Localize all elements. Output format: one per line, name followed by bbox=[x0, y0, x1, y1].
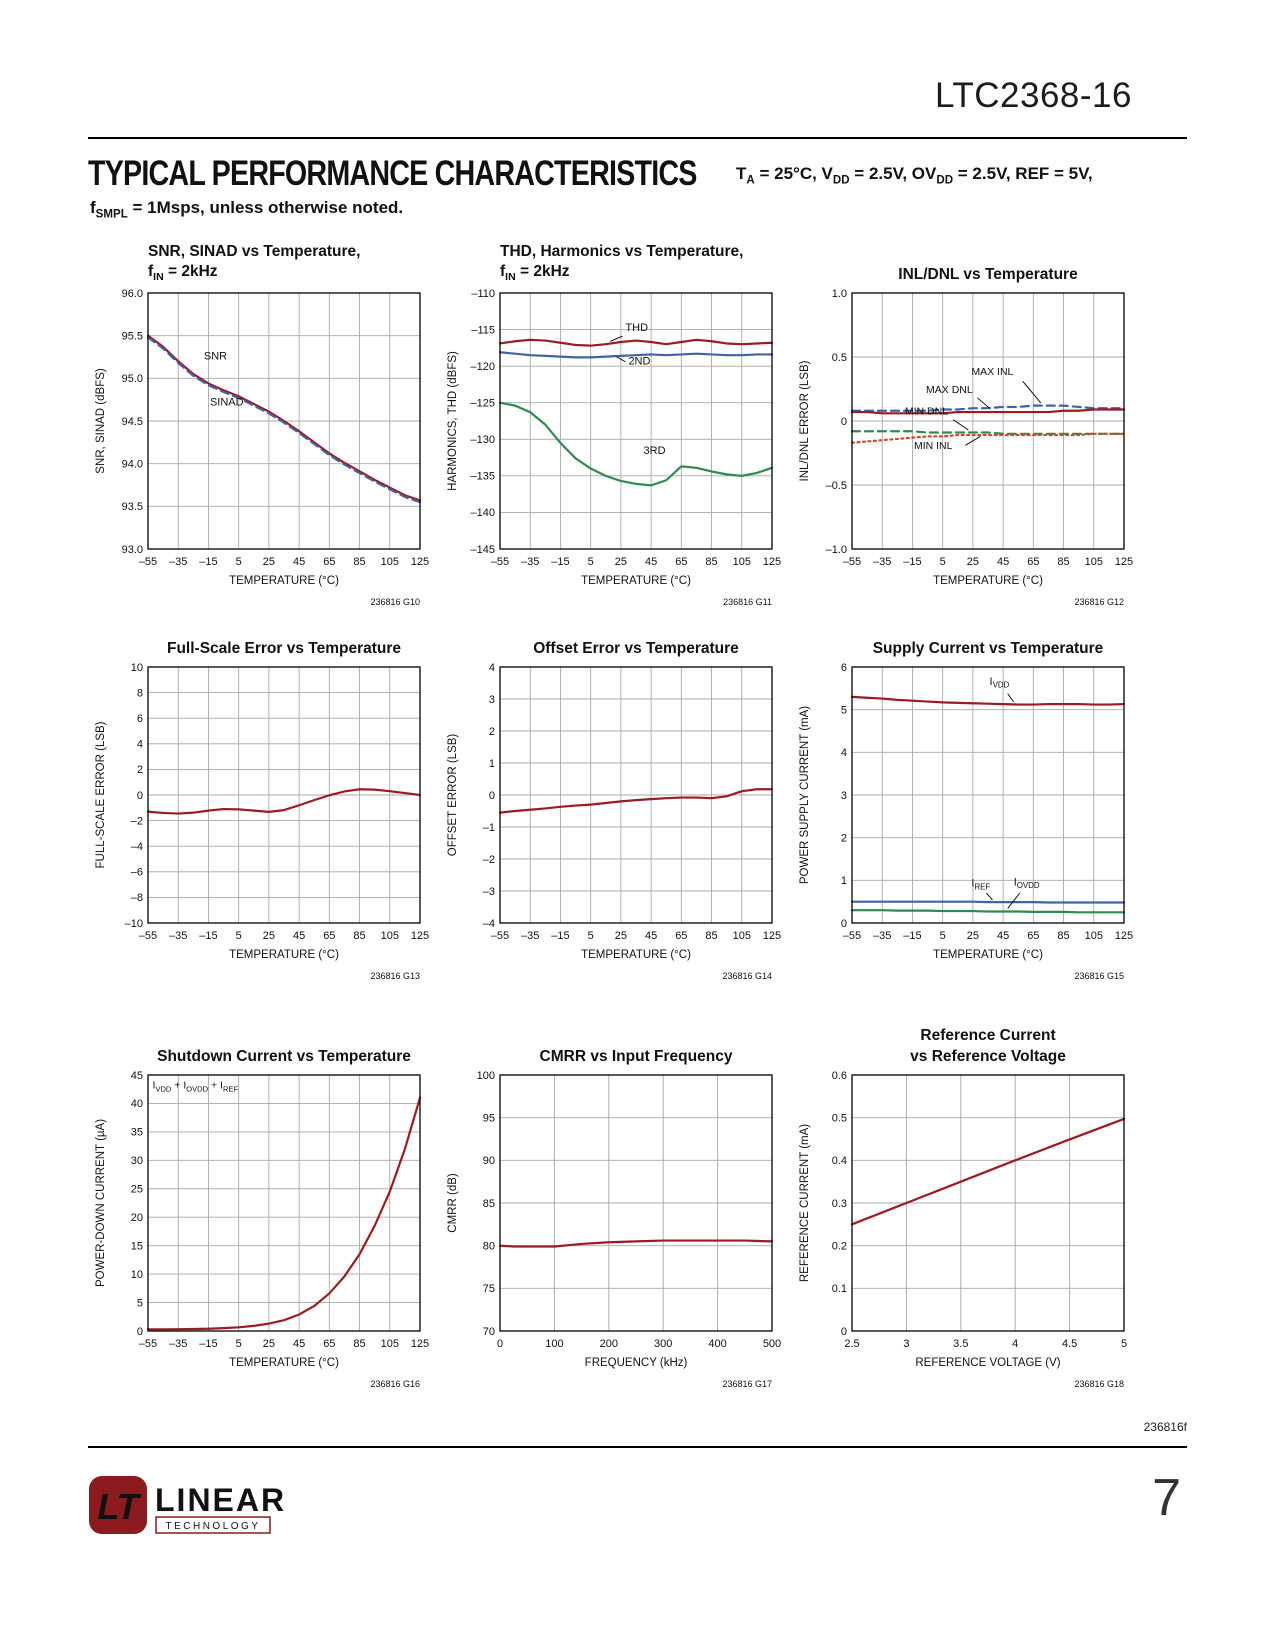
chart-cell-cmrr bbox=[444, 981, 796, 1389]
svg-text:4: 4 bbox=[1012, 1338, 1019, 1350]
supply-current-chart-svg bbox=[796, 659, 1146, 981]
svg-text:5: 5 bbox=[235, 1338, 242, 1350]
svg-text:–35: –35 bbox=[873, 930, 892, 942]
svg-text:–2: –2 bbox=[482, 853, 495, 866]
svg-text:–55: –55 bbox=[138, 930, 158, 942]
chart-cell-full-scale-error bbox=[92, 607, 444, 981]
svg-text:6: 6 bbox=[136, 713, 143, 725]
svg-text:–15: –15 bbox=[199, 930, 218, 942]
svg-text:INL/DNL ERROR (LSB): INL/DNL ERROR (LSB) bbox=[799, 360, 811, 482]
chart-title-supply-current: Supply Current vs Temperature bbox=[872, 639, 1104, 657]
svg-text:–15: –15 bbox=[199, 1338, 218, 1350]
svg-text:POWER-DOWN CURRENT (µA): POWER-DOWN CURRENT (µA) bbox=[95, 1118, 107, 1288]
svg-text:–55: –55 bbox=[138, 556, 158, 568]
svg-text:125: 125 bbox=[410, 556, 430, 568]
svg-text:FULL-SCALE ERROR (LSB): FULL-SCALE ERROR (LSB) bbox=[95, 721, 107, 869]
svg-text:–55: –55 bbox=[490, 930, 510, 942]
svg-text:5: 5 bbox=[939, 556, 946, 568]
svg-text:–55: –55 bbox=[842, 930, 862, 942]
svg-text:0.2: 0.2 bbox=[831, 1240, 847, 1253]
svg-text:IREF: $I_{REF}$ bbox=[971, 877, 991, 892]
lt-logo-svg bbox=[88, 1472, 288, 1540]
svg-text:25: 25 bbox=[614, 930, 628, 942]
svg-text:–120: –120 bbox=[470, 360, 495, 373]
charts-grid bbox=[92, 233, 1148, 1389]
svg-text:2.5: 2.5 bbox=[844, 1338, 860, 1350]
chart-title-offset-error: Offset Error vs Temperature bbox=[533, 639, 739, 657]
svg-text:105: 105 bbox=[732, 930, 751, 942]
svg-text:–6: –6 bbox=[130, 866, 143, 879]
chart-title-full-scale-error: Full-Scale Error vs Temperature bbox=[166, 639, 402, 657]
thd-harmonics-chart-svg bbox=[444, 285, 794, 607]
svg-text:85: 85 bbox=[353, 556, 366, 568]
svg-text:25: 25 bbox=[614, 556, 628, 568]
logo-linear-text: LINEAR bbox=[155, 1482, 287, 1518]
svg-text:105: 105 bbox=[380, 556, 399, 568]
offset-error-chart-svg bbox=[444, 659, 794, 981]
svg-text:HARMONICS, THD (dBFS): HARMONICS, THD (dBFS) bbox=[447, 351, 459, 491]
svg-text:236816 G18: 236816 G18 bbox=[1074, 1379, 1124, 1389]
svg-text:0: 0 bbox=[496, 1338, 504, 1350]
svg-text:2: 2 bbox=[136, 764, 143, 777]
svg-text:0: 0 bbox=[488, 789, 495, 802]
svg-text:–15: –15 bbox=[551, 556, 570, 568]
svg-text:300: 300 bbox=[654, 1338, 673, 1350]
chart-cell-offset-error bbox=[444, 607, 796, 981]
svg-text:125: 125 bbox=[410, 1338, 430, 1350]
svg-text:2: 2 bbox=[840, 832, 847, 845]
svg-text:25: 25 bbox=[966, 930, 980, 942]
svg-text:4: 4 bbox=[840, 747, 847, 760]
svg-text:236816 G12: 236816 G12 bbox=[1074, 597, 1124, 607]
svg-text:MIN DNL: MIN DNL bbox=[904, 405, 949, 418]
svg-text:1.0: 1.0 bbox=[831, 287, 847, 300]
svg-text:–0.5: –0.5 bbox=[825, 479, 847, 492]
svg-text:125: 125 bbox=[762, 556, 782, 568]
svg-text:45: 45 bbox=[292, 930, 306, 942]
svg-text:–1: –1 bbox=[482, 821, 495, 834]
svg-text:–130: –130 bbox=[470, 434, 495, 447]
inl-dnl-chart-svg bbox=[796, 285, 1146, 607]
section-title: TYPICAL PERFORMANCE CHARACTERISTICS bbox=[88, 154, 697, 193]
svg-text:25: 25 bbox=[966, 556, 980, 568]
svg-text:25: 25 bbox=[130, 1183, 143, 1196]
svg-text:93.5: 93.5 bbox=[121, 501, 143, 514]
chart-title-shutdown-current: Shutdown Current vs Temperature bbox=[157, 1047, 411, 1065]
test-conditions-line2: $f_{SMPL}$ = 1Msps, unless otherwise noted. bbox=[90, 198, 404, 221]
shutdown-current-chart-svg bbox=[92, 1067, 442, 1389]
svg-text:236816 G16: 236816 G16 bbox=[370, 1379, 420, 1389]
svg-text:1: 1 bbox=[488, 757, 495, 770]
svg-text:85: 85 bbox=[482, 1197, 495, 1210]
svg-text:0: 0 bbox=[840, 1325, 847, 1338]
svg-text:96.0: 96.0 bbox=[121, 287, 143, 300]
svg-text:TEMPERATURE (°C): TEMPERATURE (°C) bbox=[581, 949, 691, 961]
svg-text:10: 10 bbox=[130, 661, 143, 674]
svg-text:MAX DNL: MAX DNL bbox=[926, 383, 973, 396]
svg-text:95.0: 95.0 bbox=[121, 373, 143, 386]
cmrr-chart-svg bbox=[444, 1067, 794, 1389]
svg-text:80: 80 bbox=[482, 1240, 495, 1253]
svg-text:5: 5 bbox=[587, 930, 594, 942]
svg-text:–15: –15 bbox=[903, 930, 922, 942]
svg-text:5: 5 bbox=[939, 930, 946, 942]
svg-text:5: 5 bbox=[235, 930, 242, 942]
svg-text:200: 200 bbox=[599, 1338, 618, 1350]
svg-text:105: 105 bbox=[1084, 556, 1103, 568]
svg-text:85: 85 bbox=[1057, 556, 1070, 568]
svg-text:85: 85 bbox=[353, 930, 366, 942]
reference-current-chart bbox=[796, 1067, 1148, 1389]
svg-text:6: 6 bbox=[840, 661, 847, 674]
svg-text:40: 40 bbox=[130, 1098, 143, 1111]
doc-code: 236816f bbox=[1143, 1420, 1187, 1434]
svg-text:20: 20 bbox=[130, 1212, 143, 1225]
svg-text:–115: –115 bbox=[471, 324, 495, 337]
svg-text:–15: –15 bbox=[903, 556, 922, 568]
svg-text:OFFSET ERROR (LSB): OFFSET ERROR (LSB) bbox=[447, 733, 459, 857]
part-number: LTC2368-16 bbox=[935, 76, 1132, 115]
svg-text:5: 5 bbox=[840, 704, 847, 717]
chart-cell-inl-dnl bbox=[796, 233, 1148, 607]
linear-technology-logo bbox=[88, 1472, 288, 1545]
svg-text:5: 5 bbox=[587, 556, 594, 568]
svg-text:IVDD + IOVDD + IREF: $I_{VDD} + I_{OVDD} + I_{REF}$ bbox=[152, 1079, 239, 1094]
svg-text:–1.0: –1.0 bbox=[825, 543, 847, 556]
svg-text:105: 105 bbox=[380, 930, 399, 942]
svg-text:SNR, SINAD (dBFS): SNR, SINAD (dBFS) bbox=[95, 368, 107, 474]
svg-text:–15: –15 bbox=[199, 556, 218, 568]
svg-text:5: 5 bbox=[1120, 1338, 1128, 1350]
svg-text:2ND: 2ND bbox=[628, 355, 651, 368]
shutdown-current-chart bbox=[92, 1067, 444, 1389]
svg-text:SNR: SNR bbox=[203, 350, 228, 363]
svg-text:IOVDD: $I_{OVDD}$ bbox=[1013, 876, 1040, 891]
svg-text:45: 45 bbox=[996, 556, 1010, 568]
snr-sinad-chart-svg bbox=[92, 285, 442, 607]
svg-text:45: 45 bbox=[130, 1069, 143, 1082]
chart-cell-snr-sinad bbox=[92, 233, 444, 607]
svg-text:MAX INL: MAX INL bbox=[971, 365, 1014, 378]
svg-text:–55: –55 bbox=[138, 1338, 158, 1350]
svg-text:–35: –35 bbox=[169, 1338, 188, 1350]
svg-text:30: 30 bbox=[130, 1155, 143, 1168]
lt-emblem-monogram: LT bbox=[97, 1486, 139, 1527]
svg-text:94.5: 94.5 bbox=[121, 415, 143, 428]
svg-text:45: 45 bbox=[292, 556, 306, 568]
svg-text:–55: –55 bbox=[490, 556, 510, 568]
svg-text:100: 100 bbox=[476, 1069, 495, 1082]
svg-text:3: 3 bbox=[840, 789, 847, 802]
svg-text:236816 G10: 236816 G10 bbox=[370, 597, 420, 607]
svg-text:5: 5 bbox=[235, 556, 242, 568]
svg-text:93.0: 93.0 bbox=[121, 543, 143, 556]
chart-cell-shutdown-current bbox=[92, 981, 444, 1389]
svg-text:–35: –35 bbox=[521, 556, 540, 568]
chart-title-cmrr: CMRR vs Input Frequency bbox=[539, 1047, 733, 1065]
svg-text:TEMPERATURE (°C): TEMPERATURE (°C) bbox=[933, 575, 1043, 587]
svg-text:0: 0 bbox=[136, 789, 143, 802]
svg-text:0.1: 0.1 bbox=[831, 1283, 847, 1296]
svg-text:–4: –4 bbox=[482, 917, 495, 930]
svg-text:85: 85 bbox=[1057, 930, 1070, 942]
svg-text:–35: –35 bbox=[169, 930, 188, 942]
svg-text:105: 105 bbox=[380, 1338, 399, 1350]
svg-text:65: 65 bbox=[323, 1338, 336, 1350]
svg-text:65: 65 bbox=[675, 930, 688, 942]
svg-text:45: 45 bbox=[996, 930, 1010, 942]
svg-text:–110: –110 bbox=[471, 287, 495, 300]
svg-text:3RD: 3RD bbox=[643, 444, 666, 457]
svg-text:95: 95 bbox=[482, 1112, 495, 1125]
svg-text:236816 G13: 236816 G13 bbox=[370, 971, 420, 981]
footer-rule bbox=[88, 1446, 1187, 1448]
svg-text:3: 3 bbox=[903, 1338, 910, 1350]
svg-text:85: 85 bbox=[705, 930, 718, 942]
svg-text:125: 125 bbox=[410, 930, 430, 942]
svg-text:236816 G14: 236816 G14 bbox=[722, 971, 772, 981]
svg-text:94.0: 94.0 bbox=[121, 458, 143, 471]
chart-title-reference-current: Reference Current vs Reference Voltage bbox=[910, 1027, 1066, 1065]
svg-text:TEMPERATURE (°C): TEMPERATURE (°C) bbox=[933, 949, 1043, 961]
chart-title-thd-harmonics: THD, Harmonics vs Temperature, $f_{IN} = 2kHz$ bbox=[500, 242, 744, 284]
svg-text:400: 400 bbox=[708, 1338, 727, 1350]
svg-text:5: 5 bbox=[136, 1297, 143, 1310]
svg-text:10: 10 bbox=[130, 1268, 143, 1281]
svg-text:0.5: 0.5 bbox=[831, 351, 847, 364]
svg-text:25: 25 bbox=[262, 556, 276, 568]
svg-text:65: 65 bbox=[1027, 556, 1040, 568]
reference-current-chart-svg bbox=[796, 1067, 1146, 1389]
svg-text:2: 2 bbox=[488, 725, 495, 738]
chart-cell-thd-harmonics bbox=[444, 233, 796, 607]
svg-text:0.3: 0.3 bbox=[831, 1197, 847, 1210]
chart-cell-reference-current bbox=[796, 981, 1148, 1389]
svg-text:125: 125 bbox=[1114, 556, 1134, 568]
svg-text:236816 G17: 236816 G17 bbox=[722, 1379, 772, 1389]
svg-text:105: 105 bbox=[732, 556, 751, 568]
svg-text:65: 65 bbox=[323, 556, 336, 568]
svg-text:1: 1 bbox=[840, 875, 847, 888]
svg-text:45: 45 bbox=[292, 1338, 306, 1350]
svg-text:105: 105 bbox=[1084, 930, 1103, 942]
full-scale-error-chart bbox=[92, 659, 444, 981]
svg-text:–135: –135 bbox=[470, 470, 495, 483]
svg-text:4.5: 4.5 bbox=[1061, 1338, 1078, 1350]
svg-text:–140: –140 bbox=[470, 507, 495, 520]
svg-text:35: 35 bbox=[130, 1126, 143, 1139]
svg-text:65: 65 bbox=[323, 930, 336, 942]
inl-dnl-chart bbox=[796, 285, 1148, 607]
svg-text:MIN INL: MIN INL bbox=[913, 440, 953, 453]
svg-text:15: 15 bbox=[130, 1240, 143, 1253]
svg-text:45: 45 bbox=[644, 930, 658, 942]
svg-text:3.5: 3.5 bbox=[953, 1338, 969, 1350]
svg-text:–35: –35 bbox=[873, 556, 892, 568]
header-rule bbox=[88, 137, 1187, 139]
chart-title-snr-sinad: SNR, SINAD vs Temperature, $f_{IN} = 2kHz$ bbox=[148, 242, 361, 284]
svg-text:–2: –2 bbox=[130, 815, 143, 828]
svg-text:4: 4 bbox=[488, 661, 495, 674]
svg-text:–10: –10 bbox=[124, 917, 143, 930]
svg-text:3: 3 bbox=[488, 693, 495, 706]
svg-text:500: 500 bbox=[762, 1338, 782, 1350]
svg-text:REFERENCE VOLTAGE (V): REFERENCE VOLTAGE (V) bbox=[915, 1357, 1061, 1369]
svg-text:125: 125 bbox=[1114, 930, 1134, 942]
svg-text:85: 85 bbox=[705, 556, 718, 568]
svg-text:–35: –35 bbox=[521, 930, 540, 942]
page-number: 7 bbox=[1152, 1469, 1181, 1527]
svg-text:–8: –8 bbox=[130, 892, 143, 905]
snr-sinad-chart bbox=[92, 285, 444, 607]
svg-text:8: 8 bbox=[136, 687, 143, 700]
svg-text:70: 70 bbox=[482, 1325, 495, 1338]
chart-cell-supply-current bbox=[796, 607, 1148, 981]
svg-text:65: 65 bbox=[1027, 930, 1040, 942]
supply-current-chart bbox=[796, 659, 1148, 981]
svg-text:–15: –15 bbox=[551, 930, 570, 942]
svg-text:0: 0 bbox=[136, 1325, 143, 1338]
svg-text:0.4: 0.4 bbox=[831, 1155, 847, 1168]
svg-text:100: 100 bbox=[545, 1338, 564, 1350]
svg-text:25: 25 bbox=[262, 1338, 276, 1350]
svg-text:THD: THD bbox=[625, 322, 649, 335]
svg-text:–4: –4 bbox=[130, 841, 143, 853]
cmrr-chart bbox=[444, 1067, 796, 1389]
svg-text:POWER SUPPLY CURRENT (mA): POWER SUPPLY CURRENT (mA) bbox=[799, 705, 811, 885]
svg-text:–35: –35 bbox=[169, 556, 188, 568]
full-scale-error-chart-svg bbox=[92, 659, 442, 981]
svg-text:236816 G15: 236816 G15 bbox=[1074, 971, 1124, 981]
svg-text:SINAD: SINAD bbox=[209, 396, 244, 409]
svg-text:65: 65 bbox=[675, 556, 688, 568]
svg-text:95.5: 95.5 bbox=[121, 330, 143, 343]
svg-text:FREQUENCY (kHz): FREQUENCY (kHz) bbox=[584, 1357, 688, 1369]
svg-text:–3: –3 bbox=[482, 885, 495, 898]
svg-text:45: 45 bbox=[644, 556, 658, 568]
logo-technology-text: TECHNOLOGY bbox=[165, 1521, 261, 1532]
test-conditions-line1: $T_A = 25^\circ C$, $V_{DD} = 2.5V$, $OV_{DD} = 2.5V$, REF = 5V, bbox=[736, 164, 1093, 187]
svg-text:0.6: 0.6 bbox=[831, 1069, 847, 1082]
svg-text:–145: –145 bbox=[470, 543, 495, 556]
svg-text:0: 0 bbox=[840, 917, 847, 930]
svg-text:4: 4 bbox=[136, 738, 143, 751]
svg-text:TEMPERATURE (°C): TEMPERATURE (°C) bbox=[581, 575, 691, 587]
svg-text:85: 85 bbox=[353, 1338, 366, 1350]
svg-text:–55: –55 bbox=[842, 556, 862, 568]
svg-text:CMRR (dB): CMRR (dB) bbox=[447, 1173, 459, 1233]
offset-error-chart bbox=[444, 659, 796, 981]
svg-text:0.5: 0.5 bbox=[831, 1112, 847, 1125]
svg-text:75: 75 bbox=[482, 1283, 495, 1296]
svg-text:IVDD: $I_{VDD}$ bbox=[989, 675, 1010, 690]
svg-text:TEMPERATURE (°C): TEMPERATURE (°C) bbox=[229, 1357, 339, 1369]
svg-text:REFERENCE CURRENT (mA): REFERENCE CURRENT (mA) bbox=[799, 1123, 811, 1283]
svg-text:TEMPERATURE (°C): TEMPERATURE (°C) bbox=[229, 575, 339, 587]
svg-text:125: 125 bbox=[762, 930, 782, 942]
thd-harmonics-chart bbox=[444, 285, 796, 607]
svg-text:–125: –125 bbox=[470, 397, 495, 410]
svg-text:0: 0 bbox=[840, 415, 847, 428]
svg-text:TEMPERATURE (°C): TEMPERATURE (°C) bbox=[229, 949, 339, 961]
svg-text:25: 25 bbox=[262, 930, 276, 942]
svg-text:236816 G11: 236816 G11 bbox=[723, 597, 772, 607]
svg-text:90: 90 bbox=[482, 1155, 495, 1168]
chart-title-inl-dnl: INL/DNL vs Temperature bbox=[898, 265, 1078, 283]
